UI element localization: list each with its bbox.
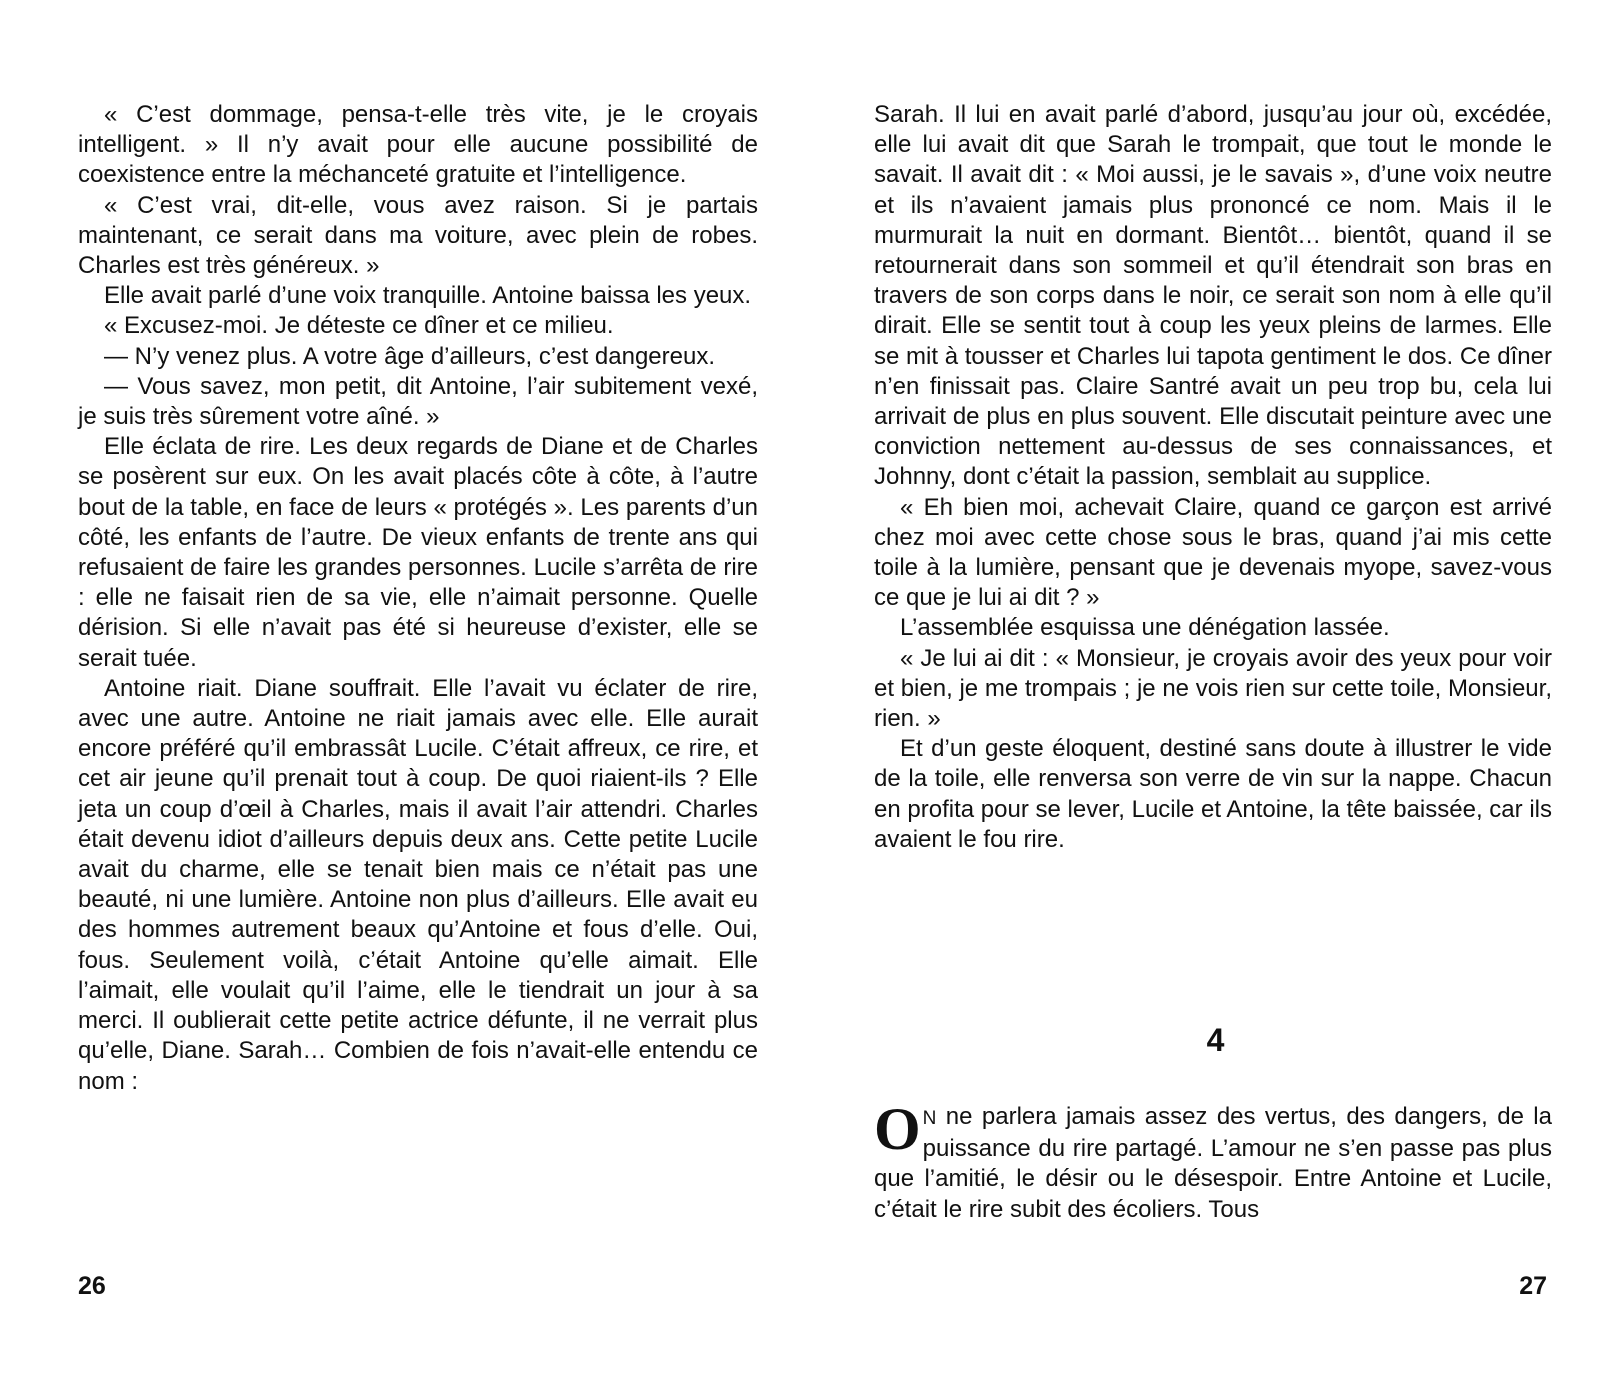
paragraph: L’assemblée esquissa une dénégation lassée. bbox=[900, 614, 1390, 642]
small-caps-letter: N bbox=[922, 1108, 937, 1129]
right-page-text bbox=[874, 100, 1552, 855]
paragraph: Elle éclata de rire. Les deux regards de Diane et de Charles se posèrent sur eux. On les avait placés côte à côte, à l’autre bout de la table, en face de leurs « protégés ». Les parents d’un côté, les enfants de l’autre. De vieux enfants de trente ans qui refusaient de faire les grandes personnes. Lucile s’arrêta de rire : elle ne faisait rien de sa vie, elle n’aimait personne. Quelle dérision. Si elle n’avait pas été si heureuse d’exister, elle se serait tuée. bbox=[78, 433, 758, 672]
left-page bbox=[0, 0, 804, 1400]
page-number-left: 26 bbox=[78, 1272, 106, 1300]
page-number-right: 27 bbox=[1519, 1272, 1547, 1300]
paragraph: « Excusez-moi. Je déteste ce dîner et ce milieu. bbox=[104, 312, 614, 340]
paragraph: « Je lui ai dit : « Monsieur, je croyais avoir des yeux pour voir et bien, je me trompais ; je ne vois rien sur cette toile, Monsieur, rien. » bbox=[874, 644, 1552, 733]
paragraph: Antoine riait. Diane souffrait. Elle l’avait vu éclater de rire, avec une autre. Antoine ne riait jamais avec elle. Elle aurait encore préféré qu’il embrassât Lucile. C’était affreux, ce rire, et cet air jeune qu’il prenait tout à coup. De quoi riaient-ils ? Elle jeta un coup d’œil à Charles, mais il avait l’air attendri. Charles était devenu idiot d’ailleurs depuis deux ans. Cette petite Lucile avait du charme, elle se tenait bien mais ce n’était pas une beauté, ni une lumière. Antoine non plus d’ailleurs. Elle avait eu des hommes autrement beaux qu’Antoine et fous d’elle. Oui, fous. Seulement voilà, c’était Antoine qu’elle aimait. Elle l’aimait, elle voulait qu’il l’aime, elle le tiendrait un jour à sa merci. Il oublierait cette petite actrice défunte, il ne verrait plus qu’elle, Diane. Sarah… Combien de fois n’avait-elle entendu ce nom : bbox=[78, 674, 758, 1095]
paragraph: « Eh bien moi, achevait Claire, quand ce garçon est arrivé chez moi avec cette chose sous le bras, quand j’ai mis cette toile à la lumière, pensant que je devenais myope, savez-vous ce que je lui ai dit ? » bbox=[874, 493, 1552, 612]
drop-cap: O bbox=[874, 1096, 921, 1162]
paragraph: Elle avait parlé d’une voix tranquille. Antoine baissa les yeux. bbox=[104, 282, 752, 310]
chapter-opening-paragraph bbox=[874, 1096, 1552, 1225]
paragraph: — Vous savez, mon petit, dit Antoine, l’air subitement vexé, je suis très sûrement votre aîné. » bbox=[78, 372, 758, 431]
continuation-paragraph: Sarah. Il lui en avait parlé d’abord, jusqu’au jour où, excédée, elle lui avait dit que Sarah le trompait, que tout le monde le savait. Il avait dit : « Moi aussi, je le savais », d’une voix neutre et ils n’avaient jamais plus prononcé ce nom. Mais il le murmurait la nuit en dormant. Bientôt… bientôt, quand il se retournerait dans son sommeil et qu’il étendrait son bras en travers de son corps dans le noir, ce serait son nom à elle qu’il dirait. Elle se sentit tout à coup les yeux pleins de larmes. Elle se mit à tousser et Charles lui tapota gentiment le dos. Ce dîner n’en finissait pas. Claire Santré avait un peu trop bu, cela lui arrivait de plus en plus souvent. Elle discutait peinture avec une conviction nettement au-dessus de ses connaissances, et Johnny, dont c’était la passion, semblait au supplice. bbox=[874, 101, 1552, 491]
paragraph: « C’est dommage, pensa-t-elle très vite, je le croyais intelligent. » Il n’y avait pour elle aucune possibilité de coexistence entre la méchanceté gratuite et l’intelligence. bbox=[78, 101, 758, 189]
chapter-opening bbox=[874, 1096, 1552, 1225]
paragraph: « C’est vrai, dit-elle, vous avez raison. Si je partais maintenant, ce serait dans ma voiture, avec plein de robes. Charles est très généreux. » bbox=[78, 191, 758, 280]
chapter-opening-text: ne parlera jamais assez des vertus, des dangers, de la puissance du rire partagé. L’amour ne s’en passe pas plus que l’amitié, le désir ou le désespoir. Entre Antoine et Lucile, c’était le rire subit des écoliers. Tous bbox=[874, 1103, 1552, 1223]
paragraph: — N’y venez plus. A votre âge d’ailleurs, c’est dangereux. bbox=[104, 342, 715, 370]
paragraph: Et d’un geste éloquent, destiné sans doute à illustrer le vide de la toile, elle renversa son verre de vin sur la nappe. Chacun en profita pour se lever, Lucile et Antoine, la tête baissée, car ils avaient le fou rire. bbox=[874, 735, 1552, 853]
right-page bbox=[804, 0, 1609, 1400]
left-page-text bbox=[78, 100, 758, 1097]
chapter-number: 4 bbox=[1206, 1022, 1225, 1058]
